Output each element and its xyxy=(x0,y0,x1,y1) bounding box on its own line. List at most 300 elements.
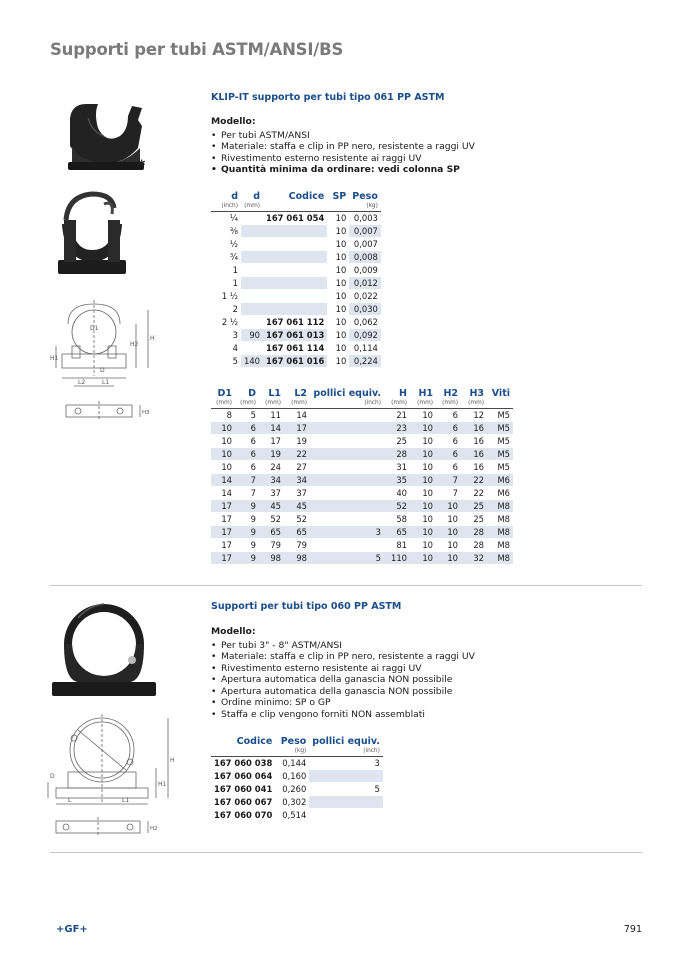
table-cell: 17 xyxy=(211,499,235,512)
unit-d-mm: (mm) xyxy=(241,202,263,211)
table-row xyxy=(211,237,381,250)
table-cell: 10 xyxy=(410,421,436,434)
table-cell: M5 xyxy=(487,408,513,421)
table-cell: 167 060 067 xyxy=(211,795,275,808)
th3-codice: Codice xyxy=(236,735,273,747)
th-viti: Viti xyxy=(491,387,510,399)
type-060-bottom-view-drawing xyxy=(52,816,162,838)
table-cell: ⅜ xyxy=(211,224,241,237)
table-cell: 0,003 xyxy=(349,211,381,224)
table-cell: ¾ xyxy=(211,250,241,263)
table-cell xyxy=(241,237,263,250)
table-cell: 2 xyxy=(211,302,241,315)
label-h: H xyxy=(150,335,155,342)
table-cell: 65 xyxy=(284,525,310,538)
table-cell: ½ xyxy=(211,237,241,250)
th-h1: H1 xyxy=(418,387,433,399)
table-cell: 0,302 xyxy=(275,795,309,808)
unit-viti xyxy=(487,399,513,408)
table-cell: 0,009 xyxy=(349,263,381,276)
label-l1-2: L1 xyxy=(122,797,130,804)
table-cell: 10 xyxy=(410,512,436,525)
table-cell xyxy=(241,289,263,302)
table-cell xyxy=(309,769,383,782)
table-row xyxy=(211,499,513,512)
table-cell: M8 xyxy=(487,512,513,525)
table-cell: 23 xyxy=(384,421,410,434)
table-cell: 22 xyxy=(284,447,310,460)
table-cell: 52 xyxy=(284,512,310,525)
th3-pollici: pollici equiv. xyxy=(312,735,380,747)
table-cell: 167 060 041 xyxy=(211,782,275,795)
table-cell xyxy=(263,250,327,263)
table-cell: 22 xyxy=(461,473,487,486)
table-cell: 10 xyxy=(436,538,461,551)
label-h3: H3 xyxy=(142,410,150,416)
table-cell: 10 xyxy=(327,237,349,250)
table-cell: M6 xyxy=(487,473,513,486)
table-cell: 7 xyxy=(436,486,461,499)
section2-modello-heading: Modello: xyxy=(211,626,256,637)
table-cell: 1 ½ xyxy=(211,289,241,302)
table-cell: 14 xyxy=(259,421,284,434)
table-cell xyxy=(310,538,384,551)
table-cell: 79 xyxy=(259,538,284,551)
table-row xyxy=(211,460,513,473)
table-cell: 10 xyxy=(327,224,349,237)
table-cell: 65 xyxy=(384,525,410,538)
klip-it-code-table xyxy=(211,190,381,368)
table-cell: 22 xyxy=(461,486,487,499)
th-d-inch: d xyxy=(231,190,238,202)
page-number: 791 xyxy=(623,924,642,935)
table-cell xyxy=(241,341,263,354)
table-cell: 6 xyxy=(235,421,259,434)
table-cell: M8 xyxy=(487,538,513,551)
table-cell: 10 xyxy=(436,525,461,538)
table-cell: 10 xyxy=(211,460,235,473)
table-row xyxy=(211,795,383,808)
table-cell: 9 xyxy=(235,525,259,538)
unit-sp xyxy=(327,202,349,211)
table-row xyxy=(211,289,381,302)
section1-bullet: • Per tubi ASTM/ANSI xyxy=(211,130,475,142)
table-row xyxy=(211,341,381,354)
table-cell xyxy=(263,263,327,276)
table-cell xyxy=(241,302,263,315)
table-cell: 167 061 054 xyxy=(263,211,327,224)
table-cell: M5 xyxy=(487,447,513,460)
table-cell: 1 xyxy=(211,276,241,289)
table-cell: 0,160 xyxy=(275,769,309,782)
page-title: Supporti per tubi ASTM/ANSI/BS xyxy=(50,40,344,59)
table-cell: 7 xyxy=(235,473,259,486)
table-cell: 10 xyxy=(327,354,349,367)
table-cell: 11 xyxy=(259,408,284,421)
table-cell: 40 xyxy=(384,486,410,499)
label-h2: H2 xyxy=(130,341,139,348)
table-cell: 37 xyxy=(259,486,284,499)
type-060-clip-image xyxy=(48,598,160,702)
unit-pollici: (inch) xyxy=(310,399,384,408)
table-cell: 6 xyxy=(436,460,461,473)
table-row xyxy=(211,447,513,460)
table-cell xyxy=(263,289,327,302)
table-cell: 31 xyxy=(384,460,410,473)
table-cell: 5 xyxy=(310,551,384,564)
table-row xyxy=(211,276,381,289)
table-cell: M5 xyxy=(487,434,513,447)
table-cell: 0,062 xyxy=(349,315,381,328)
table-cell xyxy=(310,421,384,434)
table-cell: 17 xyxy=(259,434,284,447)
table-row xyxy=(211,473,513,486)
table-row xyxy=(211,525,513,538)
table-cell: M5 xyxy=(487,421,513,434)
table-cell: 12 xyxy=(461,408,487,421)
table-cell: 3 xyxy=(211,328,241,341)
klip-it-code-table-body xyxy=(211,211,381,367)
table-cell: 17 xyxy=(284,421,310,434)
section2-bullet-list xyxy=(211,640,475,721)
table-cell: 0,007 xyxy=(349,237,381,250)
table-row xyxy=(211,808,383,821)
table-row xyxy=(211,538,513,551)
table-cell: 0,260 xyxy=(275,782,309,795)
table-cell: 16 xyxy=(461,460,487,473)
table-cell: 0,012 xyxy=(349,276,381,289)
gf-logo: +GF+ xyxy=(56,924,88,935)
table-cell: 5 xyxy=(309,782,383,795)
table-cell: 17 xyxy=(211,551,235,564)
unit-h2: (mm) xyxy=(436,399,461,408)
section1-modello-heading: Modello: xyxy=(211,116,256,127)
klip-it-clip-lever-image xyxy=(52,190,132,280)
section1-title: KLIP-IT supporto per tubi tipo 061 PP ASTM xyxy=(211,92,445,103)
table-cell: 34 xyxy=(284,473,310,486)
table-cell: 0,144 xyxy=(275,756,309,769)
table-row xyxy=(211,211,381,224)
table-cell: 10 xyxy=(410,447,436,460)
table-cell: 0,030 xyxy=(349,302,381,315)
table-cell: 81 xyxy=(384,538,410,551)
table-cell: 19 xyxy=(259,447,284,460)
table-cell: ¼ xyxy=(211,211,241,224)
table-cell: 167 061 013 xyxy=(263,328,327,341)
table-cell: 10 xyxy=(211,447,235,460)
table-cell xyxy=(309,795,383,808)
table-cell: 10 xyxy=(327,250,349,263)
table-cell: 17 xyxy=(211,512,235,525)
type-060-technical-drawing xyxy=(44,712,182,808)
table-cell: 9 xyxy=(235,551,259,564)
table-cell: 10 xyxy=(211,421,235,434)
table-cell: 17 xyxy=(211,538,235,551)
table-cell: 4 xyxy=(211,341,241,354)
table-cell xyxy=(263,237,327,250)
table-cell: 27 xyxy=(284,460,310,473)
label-l: L xyxy=(68,797,72,804)
table-cell xyxy=(310,473,384,486)
table-cell: 9 xyxy=(235,538,259,551)
table-cell: 24 xyxy=(259,460,284,473)
section1-bullet: • Rivestimento esterno resistente ai raggi UV xyxy=(211,153,475,165)
table-cell: 8 xyxy=(211,408,235,421)
label-d1: D1 xyxy=(90,325,99,332)
table-cell: 16 xyxy=(461,421,487,434)
table-cell: 110 xyxy=(384,551,410,564)
section2-bullet: • Per tubi 3" - 8" ASTM/ANSI xyxy=(211,640,475,652)
table-cell xyxy=(263,302,327,315)
table-cell: 6 xyxy=(436,434,461,447)
table-cell: M8 xyxy=(487,525,513,538)
th-sp: SP xyxy=(332,190,347,202)
section2-bullet: • Apertura automatica della ganascia NON possibile xyxy=(211,674,475,686)
table-cell: 10 xyxy=(327,289,349,302)
table-cell: 167 061 114 xyxy=(263,341,327,354)
table-row xyxy=(211,315,381,328)
table-cell: M5 xyxy=(487,460,513,473)
table-cell: M8 xyxy=(487,499,513,512)
section1-bullet-list xyxy=(211,130,475,176)
table-cell: 10 xyxy=(436,499,461,512)
table-cell xyxy=(241,250,263,263)
th3-peso: Peso xyxy=(280,735,307,747)
table-row xyxy=(211,756,383,769)
table-cell: 0,007 xyxy=(349,224,381,237)
type-060-code-table xyxy=(211,735,383,822)
table-cell: 28 xyxy=(461,538,487,551)
table-cell: 10 xyxy=(211,434,235,447)
table-cell: 28 xyxy=(461,525,487,538)
table-cell xyxy=(241,211,263,224)
table-cell: 16 xyxy=(461,447,487,460)
table-cell: 25 xyxy=(461,512,487,525)
th-h: H xyxy=(399,387,407,399)
table-row xyxy=(211,408,513,421)
table-cell: 21 xyxy=(384,408,410,421)
table-cell: 10 xyxy=(436,512,461,525)
section-divider-bottom xyxy=(50,852,642,853)
table-cell xyxy=(241,263,263,276)
table-cell: 10 xyxy=(410,408,436,421)
table-row xyxy=(211,421,513,434)
table-cell: 65 xyxy=(259,525,284,538)
table-cell: 19 xyxy=(284,434,310,447)
table-cell: 25 xyxy=(461,499,487,512)
table-cell xyxy=(310,408,384,421)
section2-bullet: • Staffa e clip vengono forniti NON assemblati xyxy=(211,709,475,721)
table-cell xyxy=(263,276,327,289)
table-row xyxy=(211,434,513,447)
table-cell: 7 xyxy=(235,486,259,499)
table-row xyxy=(211,328,381,341)
table-cell xyxy=(310,499,384,512)
unit-h1: (mm) xyxy=(410,399,436,408)
table-cell: 10 xyxy=(327,211,349,224)
table-cell: 10 xyxy=(410,525,436,538)
table-cell xyxy=(241,315,263,328)
table-cell: 52 xyxy=(259,512,284,525)
table-cell: M8 xyxy=(487,551,513,564)
unit-codice xyxy=(263,202,327,211)
table-cell xyxy=(310,434,384,447)
table-cell: 10 xyxy=(327,263,349,276)
table-cell: 10 xyxy=(327,302,349,315)
th-h3: H3 xyxy=(469,387,484,399)
table-cell: 10 xyxy=(410,551,436,564)
table-cell: 10 xyxy=(327,276,349,289)
table-row xyxy=(211,354,381,367)
table-cell: 6 xyxy=(235,434,259,447)
table-cell: 28 xyxy=(384,447,410,460)
table-cell: 10 xyxy=(410,486,436,499)
table-cell: 16 xyxy=(461,434,487,447)
unit-l1: (mm) xyxy=(259,399,284,408)
table-cell: 167 061 016 xyxy=(263,354,327,367)
table-cell: 6 xyxy=(235,460,259,473)
table-cell: 167 060 070 xyxy=(211,808,275,821)
table-cell: 6 xyxy=(436,408,461,421)
table-cell: 10 xyxy=(327,341,349,354)
table-row xyxy=(211,302,381,315)
table-cell: 9 xyxy=(235,512,259,525)
table-cell: 9 xyxy=(235,499,259,512)
table-cell: 0,114 xyxy=(349,341,381,354)
table-cell: 6 xyxy=(235,447,259,460)
table-cell: 34 xyxy=(259,473,284,486)
table-cell: 167 060 038 xyxy=(211,756,275,769)
unit3-peso: (kg) xyxy=(275,747,309,756)
label-d-2: D xyxy=(50,773,55,780)
table-cell: 90 xyxy=(241,328,263,341)
table-cell: 98 xyxy=(284,551,310,564)
section1-bullet: • Materiale: staffa e clip in PP nero, resistente a raggi UV xyxy=(211,141,475,153)
table-cell: 5 xyxy=(235,408,259,421)
label-h1: H1 xyxy=(50,355,59,362)
klip-it-dimension-table-body xyxy=(211,408,513,564)
table-cell: 10 xyxy=(327,328,349,341)
unit3-pollici: (inch) xyxy=(309,747,383,756)
table-row xyxy=(211,551,513,564)
unit-d1: (mm) xyxy=(211,399,235,408)
table-cell: 10 xyxy=(410,473,436,486)
label-h2-2: H2 xyxy=(150,826,158,832)
table-row xyxy=(211,224,381,237)
table-cell: 79 xyxy=(284,538,310,551)
th-d1: D1 xyxy=(217,387,232,399)
table-cell xyxy=(310,486,384,499)
table-cell: 3 xyxy=(309,756,383,769)
table-cell: 45 xyxy=(259,499,284,512)
unit3-codice xyxy=(211,747,275,756)
th-codice: Codice xyxy=(288,190,325,202)
unit-l2: (mm) xyxy=(284,399,310,408)
table-cell: 140 xyxy=(241,354,263,367)
table-cell: 167 061 112 xyxy=(263,315,327,328)
table-row xyxy=(211,769,383,782)
table-cell: 14 xyxy=(284,408,310,421)
table-row xyxy=(211,250,381,263)
table-row xyxy=(211,782,383,795)
table-cell: 7 xyxy=(436,473,461,486)
th-d-mm: d xyxy=(253,190,260,202)
table-cell: 98 xyxy=(259,551,284,564)
th-l2: L2 xyxy=(294,387,307,399)
section2-bullet: • Ordine minimo: SP o GP xyxy=(211,697,475,709)
table-cell: 2 ½ xyxy=(211,315,241,328)
table-cell: 0,092 xyxy=(349,328,381,341)
th-peso: Peso xyxy=(352,190,378,202)
table-cell: 6 xyxy=(436,447,461,460)
table-cell: 0,514 xyxy=(275,808,309,821)
table-cell: 10 xyxy=(410,538,436,551)
label-d: D xyxy=(100,367,105,374)
table-cell: 10 xyxy=(410,499,436,512)
unit-h: (mm) xyxy=(384,399,410,408)
table-cell xyxy=(241,224,263,237)
table-cell: 0,224 xyxy=(349,354,381,367)
table-cell xyxy=(241,276,263,289)
section1-bullet: • Quantità minima da ordinare: vedi colonna SP xyxy=(211,164,475,176)
label-l1: L1 xyxy=(102,379,110,386)
table-cell: 14 xyxy=(211,486,235,499)
table-cell xyxy=(263,224,327,237)
table-cell xyxy=(310,460,384,473)
table-cell: M6 xyxy=(487,486,513,499)
th-h2: H2 xyxy=(443,387,458,399)
unit-d: (mm) xyxy=(235,399,259,408)
th-l1: L1 xyxy=(268,387,281,399)
th-d: D xyxy=(248,387,256,399)
unit-d-inch: (inch) xyxy=(211,202,241,211)
table-cell: 35 xyxy=(384,473,410,486)
label-h-2: H xyxy=(170,757,175,764)
table-cell: 17 xyxy=(211,525,235,538)
table-row xyxy=(211,263,381,276)
klip-it-technical-drawing xyxy=(44,296,164,396)
table-cell: 10 xyxy=(436,551,461,564)
section2-bullet: • Materiale: staffa e clip in PP nero, resistente a raggi UV xyxy=(211,651,475,663)
table-cell: 37 xyxy=(284,486,310,499)
table-cell xyxy=(309,808,383,821)
section-divider xyxy=(50,585,642,586)
table-cell: 1 xyxy=(211,263,241,276)
type-060-code-table-body xyxy=(211,756,383,821)
table-cell: 14 xyxy=(211,473,235,486)
table-cell xyxy=(310,512,384,525)
asterisk-mark: * xyxy=(138,158,146,174)
section2-modello xyxy=(211,626,475,720)
unit-h3: (mm) xyxy=(461,399,487,408)
klip-it-dimension-table xyxy=(211,387,513,565)
table-cell: 6 xyxy=(436,421,461,434)
table-cell: 32 xyxy=(461,551,487,564)
table-row xyxy=(211,512,513,525)
klip-it-bottom-view-drawing xyxy=(60,400,150,422)
table-cell: 167 060 064 xyxy=(211,769,275,782)
table-cell: 3 xyxy=(310,525,384,538)
table-cell: 0,022 xyxy=(349,289,381,302)
label-h1-2: H1 xyxy=(158,781,167,788)
table-cell xyxy=(310,447,384,460)
table-cell: 10 xyxy=(410,460,436,473)
table-row xyxy=(211,486,513,499)
section2-bullet: • Rivestimento esterno resistente ai raggi UV xyxy=(211,663,475,675)
table-cell: 5 xyxy=(211,354,241,367)
table-cell: 58 xyxy=(384,512,410,525)
section2-title: Supporti per tubi tipo 060 PP ASTM xyxy=(211,601,402,612)
